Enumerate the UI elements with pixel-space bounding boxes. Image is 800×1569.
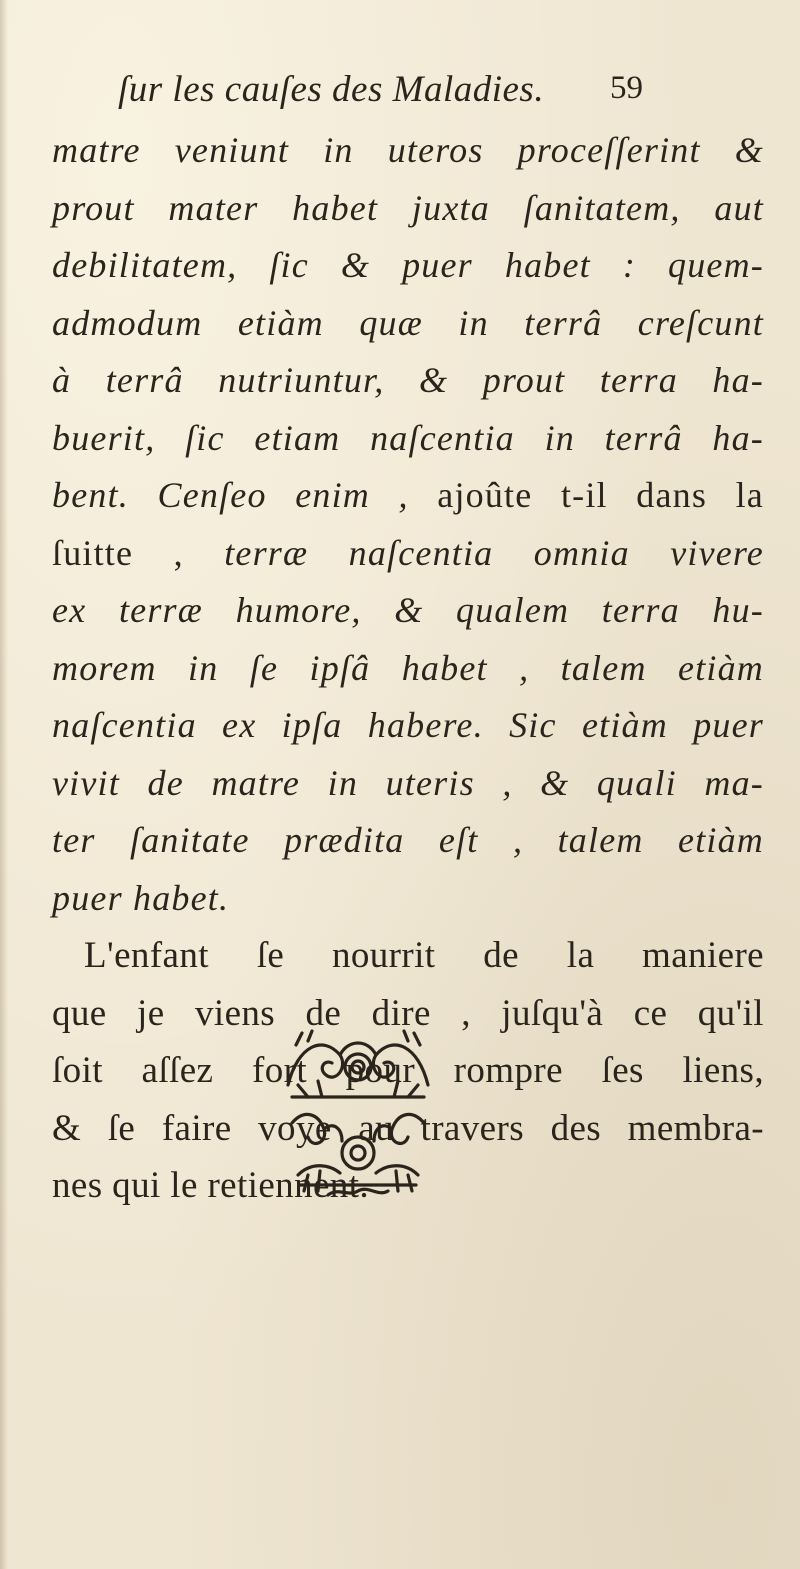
text-line: à terrâ nutriuntur, & prout terra ha- (52, 360, 764, 400)
text-line: prout mater habet juxta ſanitatem, aut (52, 187, 764, 228)
floral-tailpiece-icon (278, 1025, 438, 1205)
text-line: ex terræ humore, & qualem terra hu- (52, 590, 764, 630)
text-line: admodum etiàm quæ in terrâ creſcunt (52, 302, 764, 343)
french-fragment: ſuitte , (52, 532, 184, 573)
text-line-mixed (52, 467, 764, 525)
text-line: ter ſanitate prædita eſt , talem etiàm (52, 820, 764, 860)
text-line: ſoit aſſez fort pour rompre ſes liens, (52, 1050, 764, 1091)
french-fragment: ajoûte t-il dans la (408, 475, 764, 515)
text-line: morem in ſe ipſâ habet , talem etiàm (52, 647, 764, 688)
running-title: ſur les cauſes des Maladies. (118, 69, 545, 110)
text-line: vivit de matre in uteris , & quali ma- (52, 762, 764, 803)
text-line: debilitatem, ſic & puer habet : quem- (52, 245, 764, 285)
text-line: matre veniunt in uteros proceſſerint & (52, 130, 764, 170)
latin-fragment: terræ naſcentia omnia vivere (183, 532, 764, 573)
text-line: naſcentia ex ipſa habere. Sic etiàm puer (52, 705, 764, 745)
text-line: buerit, ſic etiam naſcentia in terrâ ha- (52, 417, 764, 458)
text-line: & ſe faire voye au travers des membra- (52, 1107, 764, 1149)
text-line: puer habet. (52, 877, 230, 918)
latin-fragment: bent. Cenſeo enim , (52, 475, 409, 515)
page-edge-shadow (0, 0, 8, 1569)
page-number: 59 (610, 70, 643, 106)
text-line: que je viens de dire , juſqu'à ce qu'il (52, 992, 764, 1034)
text-line: nes qui le retiennent. (52, 1165, 370, 1206)
text-line-mixed (52, 525, 764, 583)
paragraph-first-line: L'enfant ſe nourrit de la maniere (84, 935, 764, 976)
